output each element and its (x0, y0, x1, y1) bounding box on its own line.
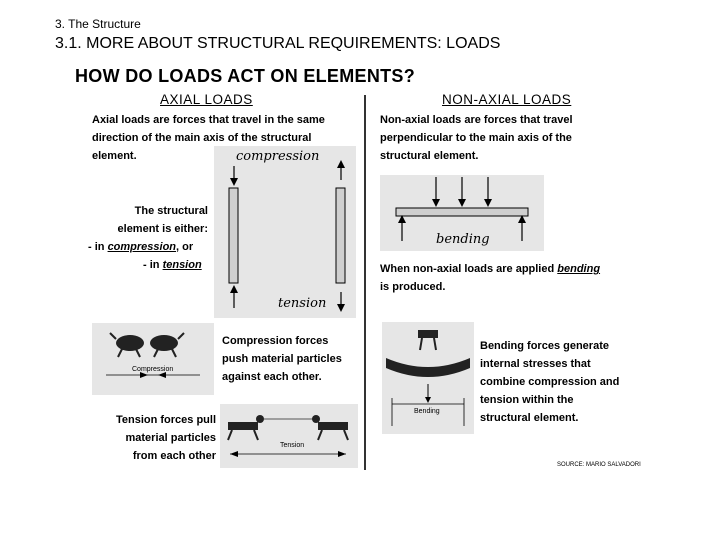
tension-text-3: from each other (132, 450, 216, 462)
either-line-2: element is either: (117, 223, 208, 235)
compression-word: compression (107, 241, 177, 253)
non-axial-intro-line-2: perpendicular to the main axis of the (380, 132, 572, 144)
tension-text-2: material particles (125, 432, 216, 444)
compression-text-3: against each other. (222, 371, 322, 383)
pushing-animals-drawing (92, 323, 214, 395)
either-prefix: - in (88, 241, 108, 253)
non-axial-intro-line-1: Non-axial loads are forces that travel (380, 114, 573, 126)
non-axial-loads-heading: NON-AXIAL LOADS (442, 92, 572, 107)
bending-text-3: combine compression and (480, 376, 620, 388)
compression-label: compression (236, 149, 320, 164)
axial-loads-heading: AXIAL LOADS (160, 92, 253, 107)
bending-text-5: structural element. (480, 412, 579, 424)
bending-animal-drawing (382, 322, 474, 434)
compression-caption: Compression (132, 366, 174, 373)
applied-line-2: is produced. (380, 281, 446, 293)
applied-prefix: When non-axial loads are applied (380, 263, 558, 275)
compression-illustration (92, 323, 214, 395)
bending-text-2: internal stresses that (480, 358, 591, 370)
tension-caption: Tension (280, 442, 305, 449)
axial-bars-drawing (214, 146, 356, 318)
axial-intro-line-3: element. (92, 150, 137, 162)
bending-illustration (382, 322, 474, 434)
bending-text-1: Bending forces generate (480, 340, 609, 352)
either-line-3 (88, 238, 193, 256)
tension-illustration (220, 404, 358, 468)
bending-label: bending (436, 232, 490, 247)
figure-title: HOW DO LOADS ACT ON ELEMENTS? (75, 66, 416, 86)
bending-diagram (380, 175, 544, 251)
bending-word: bending (557, 263, 601, 275)
bending-text-4: tension within the (480, 394, 574, 406)
axial-diagram (214, 146, 356, 318)
either-suffix: , or (176, 241, 194, 253)
column-divider (364, 95, 366, 470)
source-credit: SOURCE: MARIO SALVADORI (557, 462, 641, 468)
axial-intro-line-1: Axial loads are forces that travel in the same (92, 114, 325, 126)
non-axial-intro-line-3: structural element. (380, 150, 479, 162)
compression-text-2: push material particles (222, 353, 342, 365)
either-prefix-2: - in (143, 259, 163, 271)
tension-text-1: Tension forces pull (115, 414, 216, 426)
compression-text-1: Compression forces (222, 335, 329, 347)
bending-caption: Bending (414, 408, 440, 415)
pulling-animals-drawing (220, 404, 358, 468)
section-title: 3.1. MORE ABOUT STRUCTURAL REQUIREMENTS: LOADS (55, 35, 501, 52)
tension-word: tension (162, 259, 202, 271)
tension-label: tension (278, 296, 327, 311)
either-line-1: The structural (134, 205, 208, 217)
either-line-4 (143, 256, 202, 274)
section-number: 3. The Structure (55, 17, 141, 31)
applied-line-1 (380, 260, 600, 278)
axial-intro-line-2: direction of the main axis of the structural (92, 132, 312, 144)
